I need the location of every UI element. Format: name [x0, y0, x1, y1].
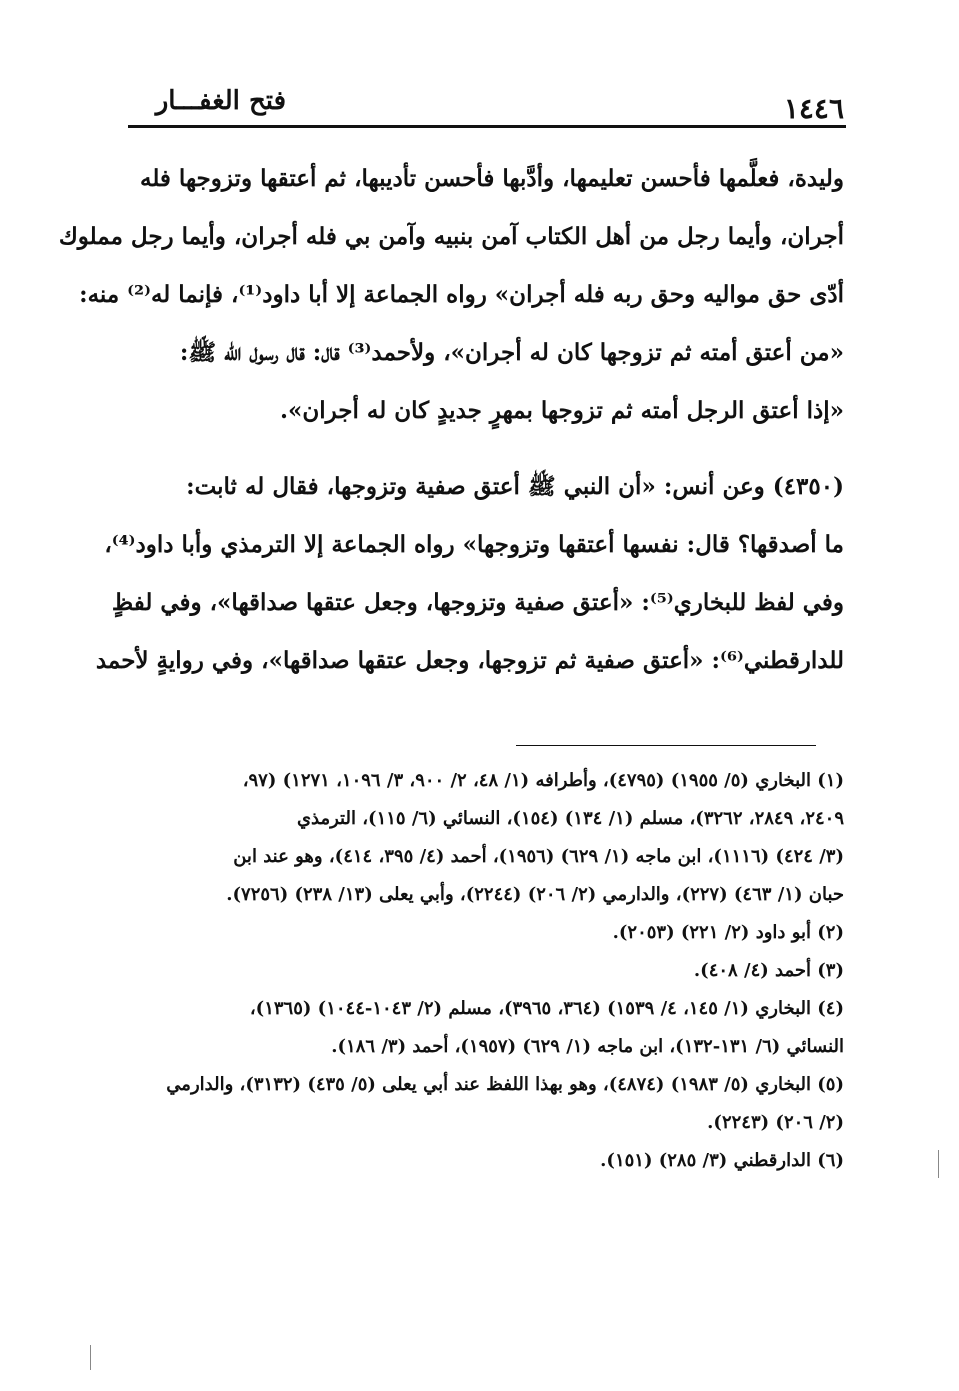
header-rule [128, 125, 846, 128]
footnote-line: (٢/ ٢٠٦) (٢٢٤٣). [707, 1112, 844, 1133]
text-line: للدارقطني⁽⁶⁾: «أعتق صفية ثم تزوجها، وجعل عتقها صداقها»، وفي روايةٍ لأحمد [95, 647, 844, 674]
main-text [58, 150, 844, 690]
footnote-line: ٢٤٠٩، ٢٨٤٩، ٣٢٦٢)، مسلم (١/ ١٣٤) (١٥٤)، النسائي (٦/ ١١٥)، الترمذي [296, 808, 844, 829]
footnote-line: النسائي (٦/ ١٣١-١٣٢)، ابن ماجه (١/ ٦٢٩) (١٩٥٧)، أحمد (٣/ ١٨٦). [331, 1036, 844, 1057]
text-line: (٤٣٥٠) وعن أنس: «أن النبي ﷺ أعتق صفية وتزوجها، فقال له ثابت: [186, 473, 844, 500]
scan-edge-mark [90, 1345, 91, 1370]
text-line: وليدة، فعلَّمها فأحسن تعليمها، وأدَّبها فأحسن تأديبها، ثم أعتقها وتزوجها فله [139, 165, 844, 192]
footnote-line: (٣/ ٤٢٤) (١١١٦)، ابن ماجه (١/ ٦٢٩) (١٩٥٦)، أحمد (٤/ ٣٩٥، ٤١٤)، وهو عند ابن [233, 846, 844, 867]
book-title: فتح الغفـــار [155, 86, 286, 116]
footnote-line: (١) البخاري (٥/ ١٩٥٥) (٤٧٩٥)، وأطرافه (١/ ٤٨، ٢/ ٩٠٠، ٣/ ١٠٩٦، ١٢٧١) (٩٧، [242, 770, 844, 791]
footnote-line: (٤) البخاري (١/ ١٤٥، ٤/ ١٥٣٩) (٣٦٤، ٣٩٦٥)، مسلم (٢/ ١٠٤٣-١٠٤٤) (١٣٦٥)، [249, 998, 844, 1019]
scan-edge-mark [938, 1150, 939, 1178]
footnotes [132, 762, 844, 1180]
footnote-line: حبان (١/ ٤٦٣) (٢٢٧)، والدارمي (٢/ ٢٠٦) (٢٢٤٤)، وأبي يعلى (١٣/ ٢٣٨) (٧٢٥٦). [226, 884, 844, 905]
footnote-separator [516, 745, 816, 746]
page-header [128, 82, 846, 128]
footnote-line: (٢) أبو داود (٢/ ٢٢١) (٢٠٥٣). [612, 922, 844, 943]
footnote-line: (٥) البخاري (٥/ ١٩٨٣) (٤٨٧٤)، وهو بهذا اللفظ عند أبي يعلى (٥/ ٤٣٥) (٣١٣٢)، والدارمي [166, 1074, 844, 1095]
text-line: «من أعتق أمته ثم تزوجها كان له أجران»، ولأحمد⁽³⁾ قال: قال رسول الله ﷺ: [179, 339, 844, 366]
footnote-line: (٣) أحمد (٤/ ٤٠٨). [693, 960, 844, 981]
paragraph-gap [132, 440, 844, 458]
text-line: ما أصدقها؟ قال: نفسها أعتقها وتزوجها» رواه الجماعة إلا الترمذي وأبا داود⁽⁴⁾، [104, 531, 844, 558]
text-line: أجران، وأيما رجل من أهل الكتاب آمن بنبيه وآمن بي فله أجران، وأيما رجل مملوك [58, 223, 844, 250]
text-line: «إذا أعتق الرجل أمته ثم تزوجها بمهرٍ جديدٍ كان له أجران». [279, 397, 844, 424]
page-number: ١٤٤٦ [783, 92, 844, 125]
footnote-line: (٦) الدارقطني (٣/ ٢٨٥) (١٥١). [600, 1150, 844, 1171]
text-line: وفي لفظ للبخاري⁽⁵⁾: «أعتق صفية وتزوجها، وجعل عتقها صداقها»، وفي لفظٍ [111, 589, 844, 616]
text-line: أدّى حق مواليه وحق ربه فله أجران» رواه الجماعة إلا أبا داود⁽¹⁾، فإنما له⁽²⁾ منه: [79, 281, 844, 308]
